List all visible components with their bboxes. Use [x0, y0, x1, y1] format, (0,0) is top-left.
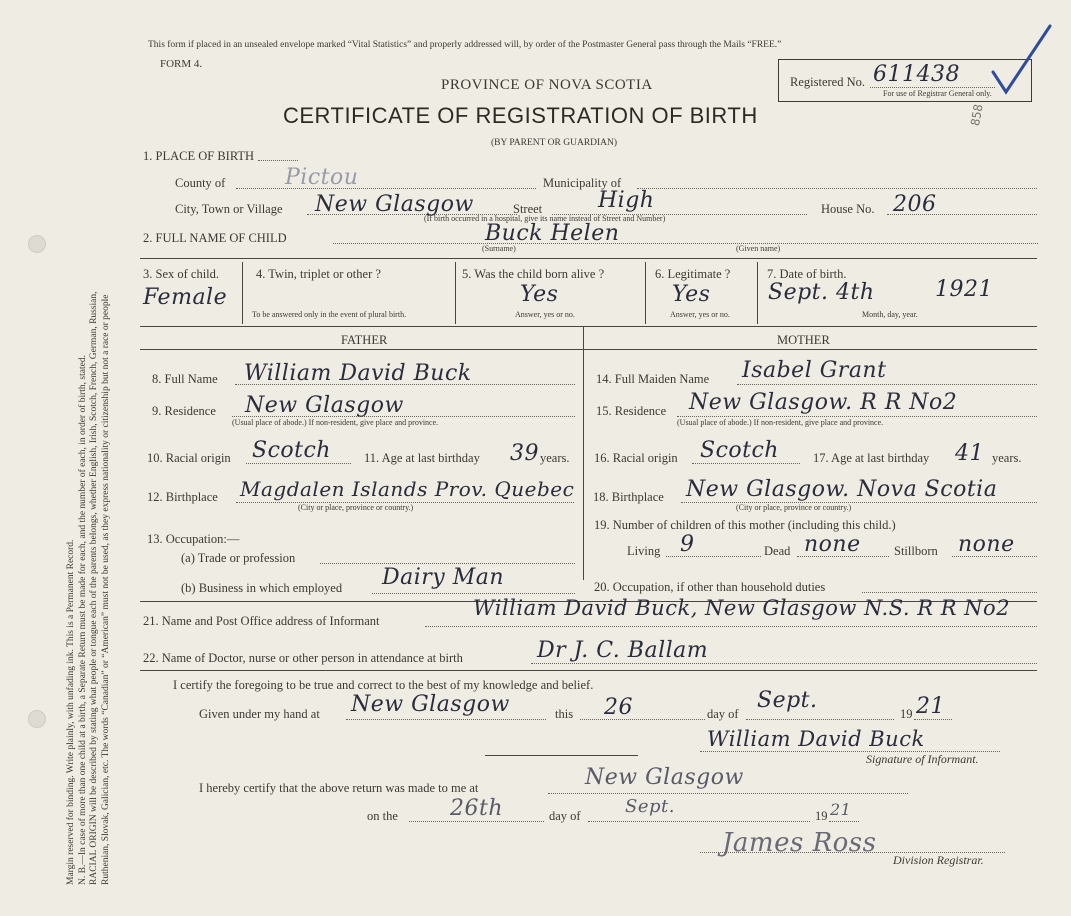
mother-birthplace-label: 18. Birthplace [593, 490, 664, 504]
registrar-signature-label: Division Registrar. [893, 853, 984, 867]
twin-note: To be answered only in the event of plural birth. [252, 310, 407, 319]
rule [246, 463, 351, 464]
rule [140, 349, 1037, 350]
father-birthplace-note: (City or place, province or country.) [298, 503, 414, 512]
father-name-label: 8. Full Name [152, 372, 218, 386]
year-value: 1921 [935, 277, 993, 302]
margin-notes [66, 0, 191, 885]
rule [455, 262, 456, 324]
mother-heading: MOTHER [777, 333, 830, 347]
mother-residence-note: (Usual place of abode.) If non-resident, give place and province. [677, 418, 884, 427]
legit-label: 6. Legitimate ? [655, 267, 731, 281]
mother-name-value: Isabel Grant [742, 358, 887, 383]
punch-hole [28, 235, 46, 253]
rule [583, 327, 584, 580]
living-label: Living [627, 544, 661, 558]
certification-month: Sept. [757, 688, 818, 713]
rule [140, 326, 1037, 327]
twin-label: 4. Twin, triplet or other ? [256, 267, 381, 281]
children-label: 19. Number of children of this mother (including this child.) [594, 518, 896, 532]
this-label: this [555, 707, 574, 721]
alive-label: 5. Was the child born alive ? [462, 267, 605, 281]
informant-label: 21. Name and Post Office address of Informant [143, 614, 380, 628]
province-title: PROVINCE OF NOVA SCOTIA [441, 77, 653, 93]
rule [681, 502, 1037, 503]
father-residence-value: New Glasgow [245, 393, 404, 418]
trade-label: (a) Trade or profession [181, 551, 296, 565]
municipality-label: Municipality of [543, 176, 622, 190]
registration-note: For use of Registrar General only. [883, 89, 992, 98]
signature-label: Signature of Informant. [866, 752, 979, 766]
margin-note-3: RACIAL ORIGIN will be described by stating what people or tongue each of the parents belongs, whether English, Irish, Scotch, French, German, Russian, [89, 291, 100, 885]
city-label: City, Town or Village [175, 202, 283, 216]
sex-label: 3. Sex of child. [143, 267, 220, 281]
rule [485, 755, 638, 756]
certification-statement: I certify the foregoing to be true and correct to the best of my knowledge and belief. [173, 678, 594, 692]
rule [409, 821, 544, 822]
father-heading: FATHER [341, 333, 388, 347]
rule [140, 670, 1037, 671]
child-name-value: Buck Helen [485, 221, 620, 246]
rule [829, 821, 859, 822]
rule [737, 384, 1037, 385]
rule [372, 593, 575, 594]
mother-age-label: 17. Age at last birthday [813, 451, 930, 465]
rule [588, 821, 810, 822]
rule [236, 188, 536, 189]
stillborn-value: none [958, 532, 1015, 557]
registrar-day-of-label: day of [549, 809, 581, 823]
surname-note: (Surname) [482, 244, 516, 253]
date-value: Sept. 4th [768, 280, 875, 305]
rule [333, 243, 1038, 244]
margin-note-4: Ruthenian, Slovak, Galician, etc. The words “Canadian” or “American” must not be used, as they express nationality or citizenship but not a race or people [100, 294, 111, 885]
father-racial-label: 10. Racial origin [147, 451, 231, 465]
dead-label: Dead [764, 544, 791, 558]
father-birthplace-value: Magdalen Islands Prov. Quebec [240, 477, 575, 501]
rule [242, 262, 243, 324]
rule [914, 719, 952, 720]
father-birthplace-label: 12. Birthplace [147, 490, 218, 504]
dead-value: none [804, 532, 861, 557]
father-age-value: 39 [510, 441, 539, 466]
father-racial-value: Scotch [252, 438, 331, 463]
certification-year-prefix: 19 [900, 707, 913, 721]
child-name-label: 2. FULL NAME OF CHILD [143, 231, 287, 245]
rule [425, 626, 1037, 627]
check-mark-icon [988, 20, 1058, 100]
page-title: CERTIFICATE OF REGISTRATION OF BIRTH [283, 103, 758, 128]
registration-number: 611438 [873, 62, 960, 87]
rule [645, 262, 646, 324]
registrar-statement: I hereby certify that the above return was made to me at [199, 781, 479, 795]
county-label: County of [175, 176, 226, 190]
sex-value: Female [143, 285, 228, 310]
father-name-value: William David Buck [244, 361, 472, 386]
street-value: High [598, 188, 655, 213]
registrar-place: New Glasgow [585, 765, 744, 790]
stillborn-label: Stillborn [894, 544, 938, 558]
house-value: 206 [893, 192, 937, 217]
page-subtitle: (BY PARENT OR GUARDIAN) [491, 138, 618, 148]
rule [548, 793, 908, 794]
legit-value: Yes [672, 282, 711, 307]
given-label: Given under my hand at [199, 707, 320, 721]
date-label: 7. Date of birth. [767, 267, 847, 281]
alive-note: Answer, yes or no. [515, 310, 575, 319]
rule [320, 563, 575, 564]
informant-value: William David Buck, New Glasgow N.S. R R No2 [473, 596, 1011, 620]
informant-signature: William David Buck [707, 727, 925, 751]
form-number: FORM 4. [160, 58, 203, 70]
rule [677, 416, 1037, 417]
on-the-label: on the [367, 809, 398, 823]
rule [531, 663, 1037, 664]
day-of-label: day of [707, 707, 739, 721]
father-residence-note: (Usual place of abode.) If non-resident, give place and province. [232, 418, 439, 427]
occupation-label: 13. Occupation:— [147, 532, 240, 546]
mother-age-value: 41 [955, 441, 984, 466]
postal-note: This form if placed in an unsealed envelope marked “Vital Statistics” and properly addressed will, by order of the Postmaster General pass through the Mails “FREE.” [148, 40, 782, 50]
margin-note-1: Margin reserved for binding. Write plainly, with unfading ink. This is a Permanent Record. [66, 539, 76, 885]
certification-year-suffix: 21 [916, 694, 945, 719]
business-value: Dairy Man [382, 565, 505, 590]
mother-name-label: 14. Full Maiden Name [596, 372, 710, 386]
rule [746, 719, 894, 720]
rule [637, 188, 1037, 189]
rule [140, 258, 1037, 259]
legit-note: Answer, yes or no. [670, 310, 730, 319]
house-label: House No. [821, 202, 875, 216]
hospital-note: (If birth occurred in a hospital, give its name instead of Street and Number) [424, 214, 666, 223]
rule [692, 463, 800, 464]
registrar-signature: James Ross [722, 828, 877, 858]
registrar-day: 26th [450, 796, 504, 821]
date-note: Month, day, year. [862, 310, 918, 319]
mother-birthplace-note: (City or place, province or country.) [736, 503, 852, 512]
registration-label: Registered No. [790, 75, 865, 89]
registrar-month: Sept. [625, 796, 675, 817]
alive-value: Yes [520, 282, 559, 307]
father-age-unit: years. [540, 451, 570, 465]
mother-age-unit: years. [992, 451, 1022, 465]
living-value: 9 [680, 532, 695, 557]
margin-note-2: N. B.—In case of more than one child at a birth, a Separate Return must be made for each, and the number of each, in order of birth, stated. [77, 355, 88, 885]
certification-place: New Glasgow [351, 692, 510, 717]
mother-residence-label: 15. Residence [596, 404, 667, 418]
registration-line [870, 87, 995, 88]
rule [258, 160, 298, 161]
city-value: New Glasgow [315, 192, 474, 217]
mother-occupation-label: 20. Occupation, if other than household duties [594, 580, 826, 594]
punch-hole [28, 710, 46, 728]
mother-birthplace-value: New Glasgow. Nova Scotia [686, 477, 998, 502]
certification-day: 26 [604, 695, 633, 720]
county-value: Pictou [285, 165, 359, 190]
place-of-birth-heading: 1. PLACE OF BIRTH [143, 149, 255, 163]
given-name-note: (Given name) [736, 244, 781, 253]
doctor-value: Dr J. C. Ballam [537, 638, 709, 663]
registration-stamp: 858 [968, 103, 986, 127]
father-residence-label: 9. Residence [152, 404, 216, 418]
registrar-year-suffix: 21 [830, 800, 852, 819]
rule [346, 719, 546, 720]
business-label: (b) Business in which employed [181, 581, 343, 595]
mother-residence-value: New Glasgow. R R No2 [689, 390, 958, 415]
mother-racial-value: Scotch [700, 438, 779, 463]
rule [862, 592, 1037, 593]
registrar-year-prefix: 19 [815, 809, 828, 823]
rule [757, 262, 758, 324]
father-age-label: 11. Age at last birthday [364, 451, 480, 465]
street-label: Street [513, 202, 543, 216]
mother-racial-label: 16. Racial origin [594, 451, 678, 465]
rule [580, 719, 705, 720]
doctor-label: 22. Name of Doctor, nurse or other person in attendance at birth [143, 651, 463, 665]
